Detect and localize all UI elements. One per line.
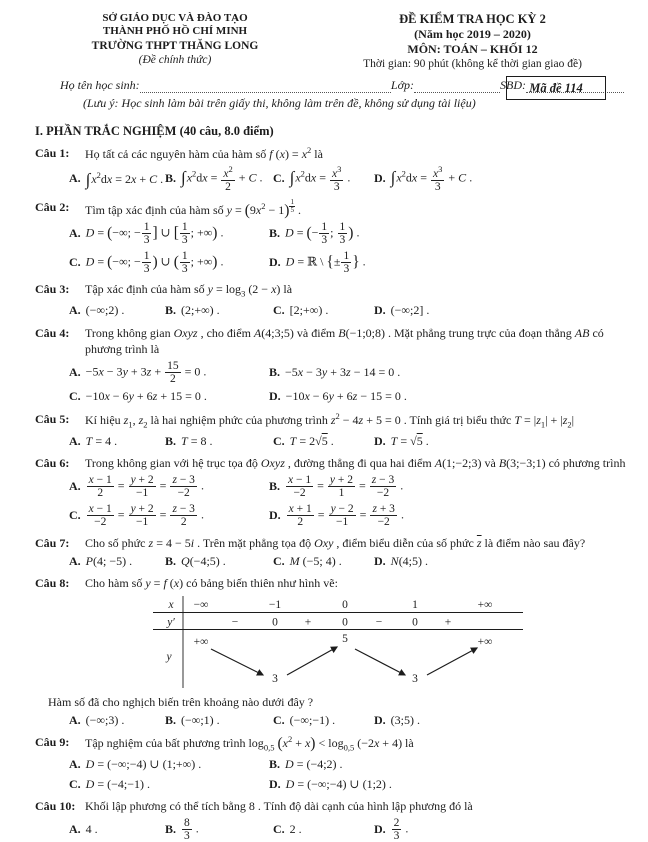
option-content: (−∞;1) . [181,712,220,727]
bbt-row-label-x: x [168,598,174,611]
option-A [69,822,165,838]
bbt-sign: 0 [272,616,278,628]
bbt-y-value: 5 [342,632,348,645]
option-B [269,474,630,499]
question-2 [35,199,630,275]
option-content: Q(−4;5) . [181,553,226,568]
option-label: D. [269,776,281,791]
question-followup: Hàm số đã cho nghịch biến trên khoảng nào dưới đây ? [48,694,314,709]
option-D [374,434,630,450]
option-D [374,554,630,570]
option-C [273,713,374,729]
question-10 [35,798,630,842]
option-content: D = (− $\frac{1}{3}$ ; $\frac{1}{3}$ ) . [285,220,360,246]
section-title: I. PHẦN TRẮC NGHIỆM (40 câu, 8.0 điểm) [35,123,274,138]
bbt-arrow-up [287,647,337,675]
options [69,554,630,570]
option-C [273,822,374,838]
option-B [165,817,273,842]
bbt-x-value: 1 [412,598,418,611]
question-head [35,535,630,551]
bbt-arrow-down [355,649,405,675]
option-label: B. [165,553,177,568]
option-label: C. [69,254,81,269]
question-head [35,145,630,162]
exam-code: Mã đề 114 [529,81,583,95]
questions [35,145,630,842]
option-label: A. [69,822,81,837]
option-label: A. [69,479,81,494]
option-label: C. [273,712,285,727]
option-label: D. [374,712,386,727]
option-label: B. [269,479,281,494]
option-D [269,250,630,275]
question-7 [35,535,630,570]
bbt-sign: 0 [412,616,418,628]
options [69,474,630,528]
option-content: $\int x^2dx$ = $\frac{x^2}{2}$ + C . [181,163,263,193]
option-content: D = (−4;−1) . [85,776,150,791]
option-content: $\frac{x + 1}{2}$ = $\frac{y - 2}{-1}$ = $\frac{z + 3}{-2}$ . [288,503,404,529]
bbt-row-label-y: y [166,650,172,663]
question-head [35,575,630,591]
options [69,713,630,729]
option-label: D. [374,553,386,568]
question-number: Câu 10: [35,799,76,814]
exam-header [35,12,630,71]
question-number: Câu 7: [35,535,70,550]
exam-code-box [506,76,606,100]
question-8 [35,575,630,728]
exam-title: ĐỀ KIỂM TRA HỌC KỲ 2 [399,12,546,26]
option-content: (−∞;3) . [85,712,125,727]
options [69,757,630,792]
options [69,221,630,275]
bbt-sign: + [304,616,312,628]
question-text: Tập xác định của hàm số $y = \log_3 (2 - x)$ là [85,282,293,299]
question-text: Cho hàm số y = f (x) có bảng biến thiên như hình vẽ: [85,576,338,591]
option-content: −5x − 3y + 3z − 14 = 0 . [285,364,401,379]
option-content: T = 8 . [181,433,213,448]
options [69,360,630,405]
option-label: B. [165,302,177,317]
option-label: B. [269,364,281,379]
option-label: B. [269,225,281,240]
option-label: D. [269,389,281,404]
option-D [269,389,630,405]
school-year: (Năm học 2019 – 2020) [414,27,531,42]
student-name-label: Họ tên học sinh: [60,77,140,92]
option-A [69,221,269,246]
question-number: Câu 6: [35,456,70,471]
option-C [69,503,269,528]
option-label: D. [374,302,386,317]
option-label: C. [273,302,285,317]
question-text: Trong không gian Oxyz , cho điểm A(4;3;5) và điểm B(−1;0;8) . Mặt phẳng trung trực của đoạn thẳng AB có phương trình là [85,325,604,356]
question-3 [35,281,630,318]
header-left-block [35,12,315,71]
bbt-row-label-yprime: y′ [167,616,175,628]
options [69,303,630,319]
option-content: −10x − 6y + 6z − 15 = 0 . [285,389,407,404]
option-D [374,303,630,319]
option-A [69,757,269,773]
question-number: Câu 5: [35,411,70,426]
student-name-field [140,80,391,93]
class-label: Lớp: [390,77,414,92]
option-D [374,817,630,842]
option-label: C. [273,433,285,448]
option-content: $\frac{x - 1}{-2}$ = $\frac{y + 2}{-1}$ = $\frac{z - 3}{2}$ . [88,503,204,529]
option-D [374,165,630,193]
option-content: $\int x^2dx$ = $\frac{x^3}{3}$ . [289,163,351,193]
option-A [69,434,165,450]
question-number: Câu 9: [35,735,70,750]
question-head [35,798,630,814]
option-content: (−∞;2) . [85,302,125,317]
options [69,434,630,450]
option-content: $\int x^2dx$ = $\frac{x^3}{3}$ + C . [390,163,473,193]
option-content: (2;+∞) . [181,302,220,317]
header-right-block [315,12,630,71]
bbt-x-value: −∞ [193,598,209,611]
option-content: (−∞;−1) . [289,712,336,727]
bbt-x-value: 0 [342,598,348,611]
option-label: A. [69,170,81,185]
question-5 [35,411,630,449]
subject-grade: MÔN: TOÁN – KHỐI 12 [407,41,538,56]
option-label: D. [269,508,281,523]
option-content: −5x − 3y + 3z + $\frac{15}{2}$ = 0 . [85,359,207,385]
question-text: Khối lập phương có thể tích bằng 8 . Tính độ dài cạnh của hình lập phương đó là [85,799,473,814]
option-B [165,713,273,729]
option-label: D. [374,433,386,448]
option-label: C. [273,822,285,837]
option-C [69,250,269,275]
option-label: D. [374,170,386,185]
bbt-sign: − [375,616,383,628]
option-C [273,165,374,193]
option-content: (3;5) . [390,712,420,727]
option-D [374,713,630,729]
option-D [269,503,630,528]
option-content: 2 . [289,822,302,837]
question-number: Câu 3: [35,282,70,297]
bbt-y-value: +∞ [477,635,493,648]
option-label: B. [165,170,177,185]
question-6 [35,455,630,528]
option-content: D = (−∞;−4) ∪ (1;2) . [285,776,392,791]
official-exam-note: (Đề chính thức) [138,53,212,66]
option-label: B. [269,756,281,771]
option-C [69,389,269,405]
option-label: A. [69,712,81,727]
option-label: D. [374,822,386,837]
bbt-arrow-up [427,648,477,675]
variation-table-svg [153,596,523,688]
option-D [269,777,630,793]
option-content: D = (−∞;−4) ∪ (1;+∞) . [85,756,202,771]
bbt-y-value: 3 [272,672,278,685]
options [69,817,630,842]
variation-table [153,596,630,692]
question-number: Câu 4: [35,325,70,340]
option-content: (−∞;2] . [390,302,430,317]
option-content: $\frac{x - 1}{-2}$ = $\frac{y + 2}{1}$ = $\frac{z - 3}{-2}$ . [288,474,404,500]
question-1 [35,145,630,193]
option-label: D. [269,254,281,269]
bbt-x-value: −1 [268,598,282,611]
option-content: $\frac{x - 1}{2}$ = $\frac{y + 2}{-1}$ = $\frac{z - 3}{-2}$ . [88,474,204,500]
question-text: Tìm tập xác định của hàm số $y = (9x^2 - 1)$ $\frac{1}{5}$ . [85,197,301,219]
option-content: T = √5 . [390,433,429,448]
question-text: Họ tất cả các nguyên hàm của hàm số f $(x) = x^2$ là [85,144,323,161]
option-content: $\frac{2}{3}$ . [393,817,409,842]
exam-note: (Lưu ý: Học sinh làm bài trên giấy thi, không làm trên đề, không sử dụng tài liệu) [83,95,476,110]
question-number: Câu 1: [35,145,70,160]
question-text: Kí hiệu $z_1$, $z_2$ là hai nghiệm phức của phương trình $z^2 - 4z + 5 = 0$ . Tính giá trị biểu thức $T = |z_1| + |z_2|$ [85,410,575,430]
option-content: D = ℝ \ {± $\frac{1}{3}$ } . [285,249,366,276]
question-head [35,455,630,471]
option-content: D = (−4;2) . [285,756,343,771]
option-B [269,221,630,246]
option-label: A. [69,433,81,448]
option-label: A. [69,553,81,568]
option-C [273,554,374,570]
question-9 [35,734,630,792]
question-number: Câu 2: [35,199,70,214]
option-label: B. [165,822,177,837]
bbt-sign: + [444,616,452,628]
department-name: SỞ GIÁO DỤC VÀ ĐÀO TẠO [102,12,248,24]
option-content: $\int x^2dx = 2x + C$ . [85,169,164,189]
option-label: A. [69,225,81,240]
option-content: 4 . [85,822,98,837]
sbd-label: SBD: [500,77,526,92]
option-content: M (−5; 4) . [289,553,342,568]
option-label: B. [165,433,177,448]
option-A [69,474,269,499]
option-content: T = 4 . [85,433,118,448]
question-text: Cho số phức z = 4 − 5i . Trên mặt phẳng tọa độ Oxy , điểm biểu diễn của số phức $\overline{z}$ là điểm nào sau đây? [85,535,586,550]
option-B [165,434,273,450]
option-label: C. [273,170,285,185]
option-content: N(4;5) . [390,553,429,568]
option-C [273,303,374,319]
bbt-y-value: +∞ [193,635,209,648]
question-text: Trong không gian với hệ trục tọa độ Oxyz , đường thẳng đi qua hai điểm A(1;−2;3) và B(3;−3;1) có phương trình [85,456,626,471]
option-B [269,365,630,381]
option-A [69,170,165,188]
option-A [69,713,165,729]
question-number: Câu 8: [35,576,70,591]
option-label: A. [69,756,81,771]
option-B [165,303,273,319]
option-content: [2;+∞) . [289,302,329,317]
bbt-arrow-down [211,649,263,675]
option-label: B. [165,712,177,727]
question-4 [35,325,630,405]
option-label: C. [273,553,285,568]
option-content: −10x − 6y + 6z + 15 = 0 . [85,389,207,404]
school-name: TRƯỜNG THPT THĂNG LONG [91,39,259,52]
option-C [69,777,269,793]
question-head [35,411,630,431]
question-head [35,281,630,300]
question-text: Tập nghiệm của bất phương trình $\log_{0,5} (x^2 + x) < \log_{0,5} (-2x + 4)$ là [85,734,414,753]
option-content: P(4; −5) . [85,553,133,568]
option-A [69,554,165,570]
class-field [414,80,500,93]
option-content: D = (−∞; − $\frac{1}{3}$ ] ∪ [ $\frac{1}{3}$ ; +∞) . [85,220,224,246]
question-head [35,199,630,218]
option-label: C. [69,776,81,791]
option-B [269,757,630,773]
bbt-x-value: +∞ [477,598,493,611]
option-B [165,554,273,570]
option-content: $\frac{8}{3}$ . [184,817,199,842]
option-content: T = 2√5 . [289,433,334,448]
bbt-y-value: 3 [412,672,418,685]
option-B [165,165,273,193]
option-label: C. [69,389,81,404]
bbt-sign: − [231,616,239,628]
duration-line: Thời gian: 90 phút (không kể thời gian giao đề) [363,57,582,70]
bbt-sign: 0 [342,616,348,628]
options [69,165,630,193]
option-content: D = (−∞; − $\frac{1}{3}$ ) ∪ ( $\frac{1}{3}$ ; +∞) . [85,249,224,276]
option-A [69,360,269,385]
option-label: C. [69,508,81,523]
option-label: A. [69,364,81,379]
city-name: THÀNH PHỐ HỒ CHÍ MINH [102,25,248,38]
option-label: A. [69,302,81,317]
option-A [69,303,165,319]
option-C [273,434,374,450]
question-head [35,325,630,357]
question-head [35,734,630,754]
